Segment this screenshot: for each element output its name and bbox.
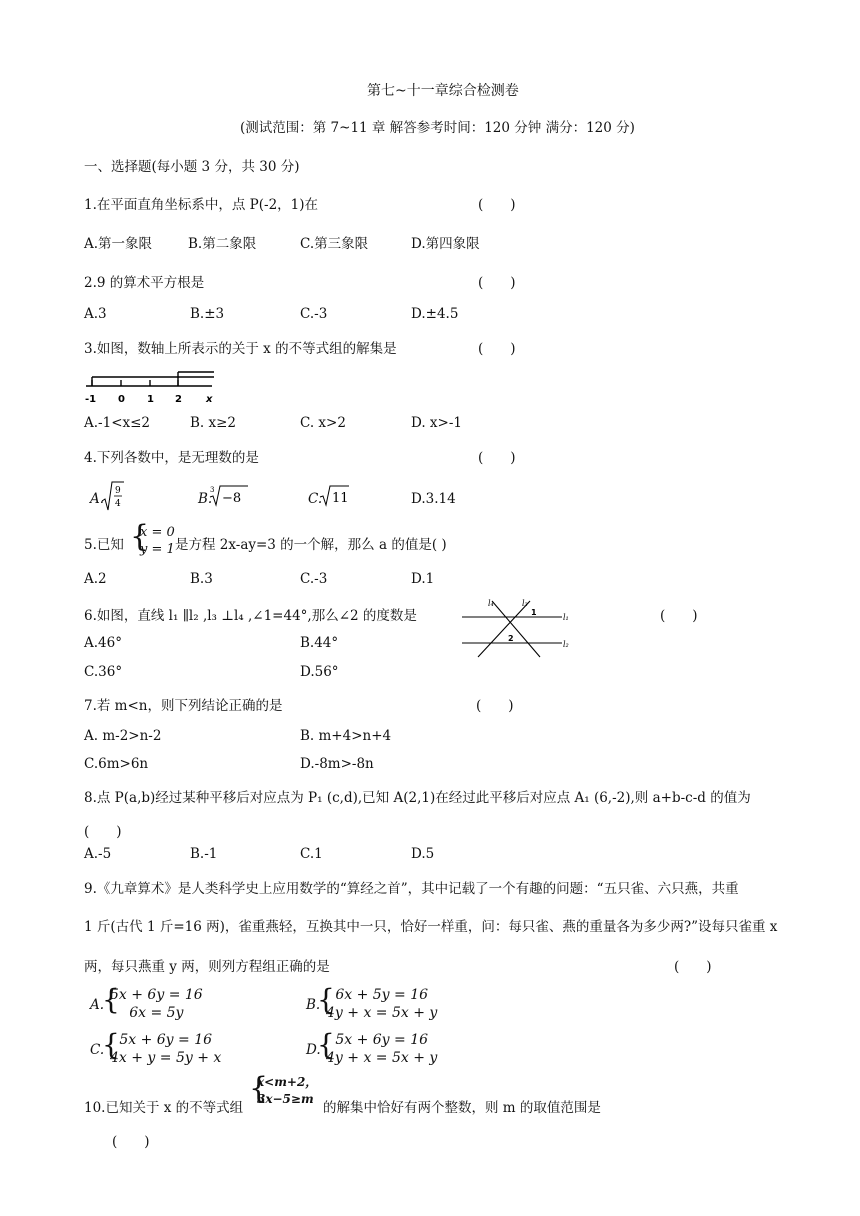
fig-label-angle1: 1	[531, 608, 537, 617]
q1-option-b: B.第二象限	[188, 236, 257, 252]
q7-stem: 7.若 m<n，则下列结论正确的是	[84, 698, 283, 714]
q4-option-a-radical	[102, 481, 124, 513]
q9-option-d-eq2: 4y + x = 5x + y	[326, 1050, 438, 1066]
q5-system	[140, 524, 175, 558]
q4-option-b-index: 3	[210, 486, 215, 494]
q9-option-d-prefix: D.	[306, 1042, 321, 1058]
q2-stem: 2.9 的算术平方根是	[84, 275, 205, 291]
q5-option-a: A.2	[84, 571, 107, 587]
q3-bracket: ( )	[478, 341, 516, 357]
q3-option-d: D. x>-1	[411, 415, 463, 431]
number-line-figure	[84, 368, 219, 408]
tick-label-1: 1	[147, 394, 154, 405]
q2-option-c: C.-3	[300, 306, 328, 322]
q5-option-d: D.1	[411, 571, 435, 587]
page-title: 第七~十一章综合检测卷	[367, 83, 519, 99]
q2-option-b: B.±3	[190, 306, 225, 322]
q9-option-d-brace: {	[317, 1028, 335, 1061]
tick-label-x: x	[206, 394, 213, 405]
q8-option-b: B.-1	[190, 846, 218, 862]
q2-option-a: A.3	[84, 306, 107, 322]
fig-label-l2: l₂	[563, 640, 569, 649]
q9-option-a-brace: {	[102, 983, 120, 1016]
q2-bracket: ( )	[478, 275, 516, 291]
q9-option-b-system	[326, 986, 437, 1022]
q9-option-d-eq1: 5x + 6y = 16	[335, 1032, 429, 1048]
q4-option-c-radicand: 11	[332, 491, 349, 506]
q5-equation-1: x = 0	[140, 525, 175, 540]
q10-stem-suffix: 的解集中恰好有两个整数，则 m 的取值范围是	[323, 1100, 601, 1116]
q3-option-a: A.-1<x≤2	[84, 415, 151, 431]
q10-stem-prefix: 10.已知关于 x 的不等式组	[84, 1100, 244, 1116]
q4-option-c-prefix: C.	[308, 491, 323, 507]
q7-bracket: ( )	[476, 698, 514, 714]
q5-stem-prefix: 5.已知	[84, 537, 124, 553]
tick-label-0: 0	[118, 394, 125, 405]
q4-option-b-radicand: −8	[222, 491, 242, 506]
q9-option-c-eq1: 5x + 6y = 16	[119, 1032, 213, 1048]
q7-option-a: A. m-2>n-2	[84, 728, 162, 744]
q4-option-a-numerator: 9	[115, 486, 121, 496]
q9-option-a-eq2: 6x = 5y	[129, 1005, 184, 1021]
q3-stem: 3.如图，数轴上所表示的关于 x 的不等式组的解集是	[84, 341, 397, 357]
q8-option-d: D.5	[411, 846, 435, 862]
q5-option-b: B.3	[190, 571, 213, 587]
q7-option-c: C.6m>6n	[84, 756, 149, 772]
q9-option-c-eq2: 4x + y = 5y + x	[110, 1050, 222, 1066]
q9-option-a-eq1: 5x + 6y = 16	[110, 987, 203, 1003]
q5-brace: {	[130, 519, 150, 554]
q9-bracket: ( )	[674, 959, 712, 975]
parallel-lines-figure	[462, 597, 574, 659]
q9-option-b-prefix: B.	[306, 997, 321, 1013]
q6-option-c: C.36°	[84, 664, 123, 680]
q8-stem: 8.点 P(a,b)经过某种平移后对应点为 P₁ (c,d),已知 A(2,1)在经过此平移后对应点 A₁ (6,-2),则 a+b-c-d 的值为	[84, 790, 751, 806]
q8-bracket: ( )	[84, 824, 122, 840]
q9-option-b-brace: {	[317, 983, 335, 1016]
q3-option-c: C. x>2	[300, 415, 346, 431]
q6-bracket: ( )	[660, 608, 698, 624]
q4-stem: 4.下列各数中，是无理数的是	[84, 450, 259, 466]
q9-option-c-prefix: C.	[90, 1042, 105, 1058]
q4-option-c-radical	[320, 484, 350, 508]
q1-option-a: A.第一象限	[84, 236, 153, 252]
section-heading: 一、选择题(每小题 3 分，共 30 分)	[84, 159, 300, 175]
q4-bracket: ( )	[478, 450, 516, 466]
q9-stem-line-1: 9.《九章算术》是人类科学史上应用数学的“算经之首”，其中记载了一个有趣的问题：“五只雀、六只燕，共重	[84, 881, 739, 897]
q6-option-b: B.44°	[300, 635, 339, 651]
q9-option-b-eq1: 6x + 5y = 16	[335, 987, 429, 1003]
q10-inequality-2: 3x−5≥m	[257, 1092, 314, 1106]
q1-option-c: C.第三象限	[300, 236, 369, 252]
fig-label-l4: l₄	[488, 599, 494, 608]
q8-option-a: A.-5	[84, 846, 112, 862]
q6-stem: 6.如图，直线 l₁ ∥l₂ ,l₃ ⊥l₄ ,∠1=44°,那么∠2 的度数是	[84, 608, 417, 624]
q7-option-d: D.-8m>-8n	[300, 756, 374, 772]
q7-option-b: B. m+4>n+4	[300, 728, 392, 744]
fig-label-angle2: 2	[508, 634, 514, 643]
q10-system	[257, 1074, 317, 1108]
q1-option-d: D.第四象限	[411, 236, 480, 252]
q10-brace: {	[249, 1071, 269, 1106]
tick-label-2: 2	[175, 394, 182, 405]
q10-bracket: ( )	[112, 1134, 150, 1150]
q2-option-d: D.±4.5	[411, 306, 459, 322]
q5-option-c: C.-3	[300, 571, 328, 587]
q4-option-b-prefix: B.	[198, 491, 213, 507]
q9-option-c-system	[110, 1031, 221, 1067]
q5-stem-suffix: 是方程 2x-ay=3 的一个解，那么 a 的值是( )	[175, 537, 447, 553]
q4-option-d: D.3.14	[411, 491, 456, 507]
q9-stem-line-2: 1 斤(古代 1 斤=16 两)，雀重燕轻，互换其中一只，恰好一样重，问：每只雀、燕的重量各为多少两?”设每只雀重 x	[84, 919, 778, 935]
page-subtitle: (测试范围：第 7~11 章 解答参考时间：120 分钟 满分：120 分)	[240, 120, 635, 136]
q1-bracket: ( )	[478, 197, 516, 213]
q1-stem: 1.在平面直角坐标系中，点 P(-2，1)在	[84, 197, 319, 213]
q9-option-d-system	[326, 1031, 437, 1067]
q9-stem-line-3: 两，每只燕重 y 两，则列方程组正确的是	[84, 959, 330, 975]
q8-option-c: C.1	[300, 846, 323, 862]
q4-option-a-prefix: A.	[90, 491, 105, 507]
q6-option-a: A.46°	[84, 635, 122, 651]
q4-option-a-denominator: 4	[115, 499, 121, 509]
q3-option-b: B. x≥2	[190, 415, 237, 431]
q9-option-a-prefix: A.	[90, 997, 105, 1013]
q4-option-b-cube-root	[210, 484, 250, 508]
q6-option-d: D.56°	[300, 664, 339, 680]
fig-label-l3: l₃	[522, 599, 528, 608]
q9-option-b-eq2: 4y + x = 5x + y	[326, 1005, 438, 1021]
q5-equation-2: y = 1	[140, 542, 175, 557]
fig-label-l1: l₁	[563, 613, 569, 622]
q9-option-c-brace: {	[102, 1028, 120, 1061]
q10-inequality-1: x<m+2，	[257, 1075, 318, 1089]
q9-option-a-system	[110, 986, 203, 1022]
tick-label-neg1: -1	[85, 394, 97, 405]
